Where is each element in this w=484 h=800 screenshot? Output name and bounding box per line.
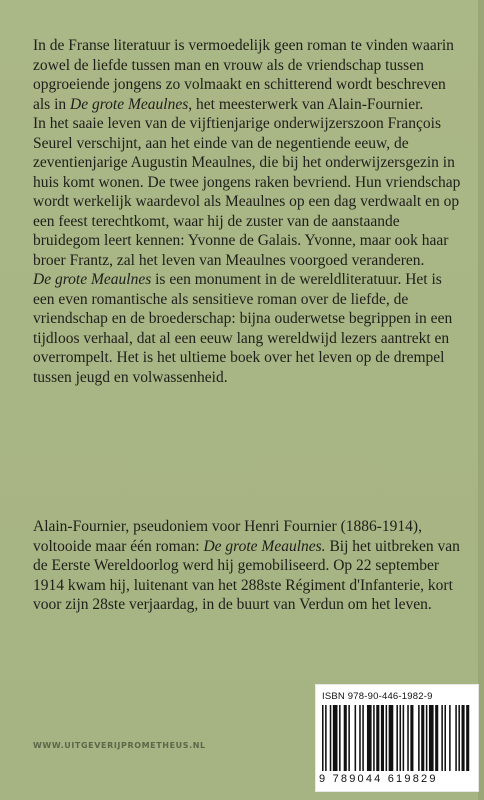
bio-paragraph	[33, 517, 463, 615]
cover-edge	[478, 0, 484, 800]
bio-text-end: Bij het uitbreken van de Eerste Wereldoorlog werd hij gemobiliseerd. Op 22 september 1914 kwam hij, luitenant van het 288ste Régiment d'Infanterie, kort voor zijn 28ste verjaardag, in de buurt van Verdun om het leven.	[33, 537, 460, 613]
barcode-panel	[315, 684, 479, 792]
bio-book-title: De grote Meaulnes.	[203, 537, 326, 555]
blurb-p3-text: is een monument in de wereldliteratuur. Het is een even romantische als sensitieve roman over de liefde, de vriendschap en de broederschap: bijna ouderwetse begrippen in een tijdloos verhaal, dat al een eeuw lang wereldwijd lezers aantrekt en overrompelt. Het is het ultieme boek over het leven op de drempel tussen jeugd en volwassenheid.	[33, 271, 453, 386]
publisher-website: WWW.UITGEVERIJPROMETHEUS.NL	[33, 741, 206, 750]
author-bio	[33, 517, 463, 615]
book-title-italic-2: De grote Meaulnes	[33, 271, 152, 288]
barcode-digits: 9 789044 619829	[319, 773, 438, 785]
book-title-italic: De grote Meaulnes	[70, 95, 189, 113]
blurb-p1-end: , het meesterwerk van Alain-Fournier.	[188, 95, 424, 113]
barcode-icon	[320, 705, 474, 773]
bio-text-start: Alain-Fournier, pseudoniem voor Henri Fournier (1886-1914), voltooide maar één roman:	[33, 518, 422, 555]
isbn-label: ISBN 978-90-446-1982-9	[322, 691, 433, 702]
blurb-p1-text: In de Franse literatuur is vermoedelijk geen roman te vinden waarin zowel de liefde tussen man en vrouw als de vriendschap tussen opgroeiende jongens zo volmaakt en schitterend wordt beschreven als in	[33, 37, 454, 113]
blurb-paragraph-2: In het saaie leven van de vijftienjarige onderwijzerszoon François Seurel verschijnt, aan het einde van de negentiende eeuw, de zeventienjarige Augustin Meaulnes, die bij het onderwijzersgezin in huis komt wonen. De twee jongens raken bevriend. Hun vriendschap wordt werkelijk waardevol als Meaulnes op een dag verdwaalt en op een feest terechtkomt, waar hij de zuster van de aanstaande bruidegom leert kennen: Yvonne de Galais. Yvonne, maar ook haar broer Frantz, zal het leven van Meaulnes voorgoed veranderen.	[33, 115, 461, 269]
blurb-paragraph-3	[33, 270, 463, 387]
blurb-paragraph-1	[33, 36, 463, 114]
blurb-text	[33, 36, 463, 387]
